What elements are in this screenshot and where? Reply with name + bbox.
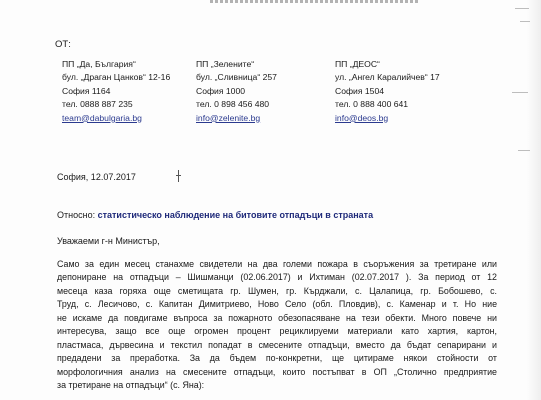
body-line: предадени за преработка. За да бъдем по-конкретни, ще цитираме някои стойности от xyxy=(57,353,497,364)
sender-address: бул. „Сливница“ 257 xyxy=(196,72,277,83)
subject-label: Относно: xyxy=(57,210,96,220)
salutation: Уважаеми г-н Министър, xyxy=(57,236,160,246)
sender-block-zelenite xyxy=(196,58,277,125)
text-cursor-mark xyxy=(178,170,179,182)
letter-body xyxy=(57,258,497,393)
sender-phone: тел. 0888 887 235 xyxy=(62,99,133,110)
sender-name: ПП „Зелените“ xyxy=(196,59,255,69)
scan-mark xyxy=(512,92,528,93)
body-line: депониране на отпадъци – Шишманци (02.06.2017) и Ихтиман (02.07.2017 ). За период от 12 xyxy=(57,272,497,283)
sender-email-link[interactable]: info@zelenite.bg xyxy=(196,112,261,123)
cropped-top-text-remnant xyxy=(210,0,420,3)
body-line: месеца каза горяха още сметищата гр. Шумен, гр. Кърджали, с. Цалапица, гр. Бобошево, с. xyxy=(57,285,497,296)
sender-city: София 1504 xyxy=(335,85,385,96)
body-line: за третиране на отпадъци“ (с. Яна): xyxy=(57,380,205,391)
body-line: Труд, с. Лесичово, с. Капитан Димитриево, Ново Село (обл. Пловдив), с. Каменар и т. Но ние xyxy=(57,299,497,310)
sender-city: София 1000 xyxy=(196,85,246,96)
from-label: ОТ: xyxy=(55,39,71,50)
scan-mark xyxy=(518,150,530,151)
sender-phone: тел. 0 898 456 480 xyxy=(196,99,270,110)
sender-name: ПП „ДЕОС“ xyxy=(335,59,380,69)
sender-address: ул. „Ангел Каралийчев“ 17 xyxy=(335,72,440,83)
scan-mark xyxy=(515,8,529,9)
body-line: интересува, защо все още огромен процент рециклируеми материали като хартия, картон, xyxy=(57,326,497,337)
body-line: Само за един месец станахме свидетели на два големи пожара в съоръжения за третиране или xyxy=(57,259,497,269)
subject-text: статистическо наблюдение на битовите отпадъци в страната xyxy=(97,210,374,220)
sender-city: София 1164 xyxy=(62,85,111,96)
place-and-date: София, 12.07.2017 xyxy=(57,172,136,182)
sender-phone: тел. 0 888 400 641 xyxy=(335,99,409,110)
body-line: пластмаса, дървесина и текстил попадат в смесените отпадъци, вместо да бъдат сепарирани и xyxy=(57,339,497,350)
sender-block-da-bulgaria xyxy=(62,58,170,125)
sender-block-deos xyxy=(335,58,440,125)
sender-address: бул. „Драган Цанков“ 12-16 xyxy=(62,72,171,83)
scan-mark xyxy=(520,21,530,22)
sender-email-link[interactable]: info@deos.bg xyxy=(335,112,389,123)
body-line: не искаме да повдигаме въпроса за пожарното обезопасяване на тези обекти. Много повече ни xyxy=(57,312,497,323)
scan-shadow-edge xyxy=(527,0,541,400)
subject-line xyxy=(57,210,373,220)
sender-name: ПП „Да, България“ xyxy=(62,59,136,69)
body-line: морфологичния анализ на смесените отпадъци, които постъпват в ОП „Столично предприятие xyxy=(57,366,497,377)
sender-email-link[interactable]: team@dabulgaria.bg xyxy=(62,112,142,123)
